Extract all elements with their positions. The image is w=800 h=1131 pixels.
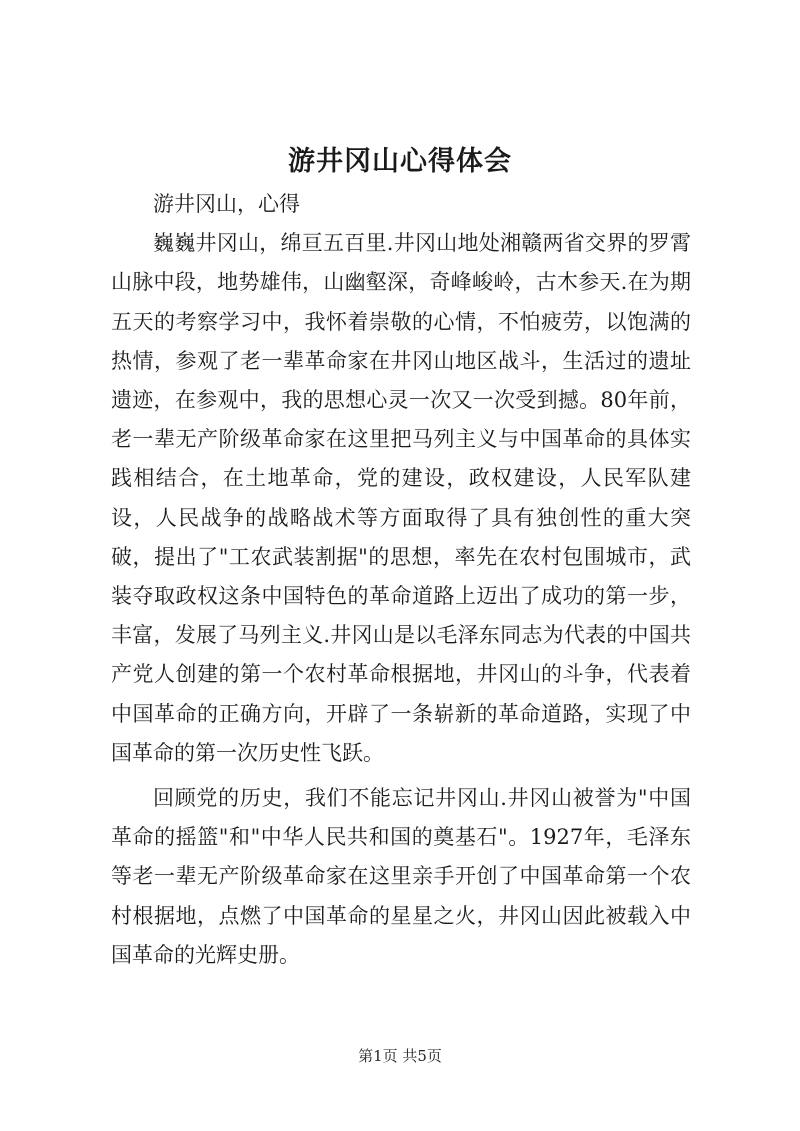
keywords-line: 游井冈山，心得 [153,192,300,216]
page-number-footer: 第1页 共5页 [358,1047,442,1065]
document-title: 游井冈山心得体会 [288,146,512,177]
paragraph-1: 巍巍井冈山，绵亘五百里.井冈山地处湘赣两省交界的罗霄山脉中段，地势雄伟，山幽壑深，奇峰峻岭，古木参天.在为期五天的考察学习中，我怀着崇敬的心情，不怕疲劳，以饱满的热情，参观了老一辈革命家在井冈山地区战斗，生活过的遗址遗迹，在参观中，我的思想心灵一次又一次受到撼。80年前，老一辈无产阶级革命家在这里把马列主义与中国革命的具体实践相结合，在土地革命，党的建设，政权建设，人民军队建设，人民战争的战略战术等方面取得了具有独创性的重大突破，提出了"工农武装割据"的思想，率先在农村包围城市，武装夺取政权这条中国特色的革命道路上迈出了成功的第一步，丰富，发展了马列主义.井冈山是以毛泽东同志为代表的中国共产党人创建的第一个农村革命根据地，井冈山的斗争，代表着中国革命的正确方向，开辟了一条崭新的革命道路，实现了中国革命的第一次历史性飞跃。 [111,231,691,765]
paragraph-2: 回顾党的历史，我们不能忘记井冈山.井冈山被誉为"中国革命的摇篮"和"中华人民共和国的奠基石"。1927年，毛泽东等老一辈无产阶级革命家在这里亲手开创了中国革命第一个农村根据地，点燃了中国革命的星星之火，井冈山因此被载入中国革命的光辉史册。 [111,786,691,967]
document-body [111,185,691,975]
